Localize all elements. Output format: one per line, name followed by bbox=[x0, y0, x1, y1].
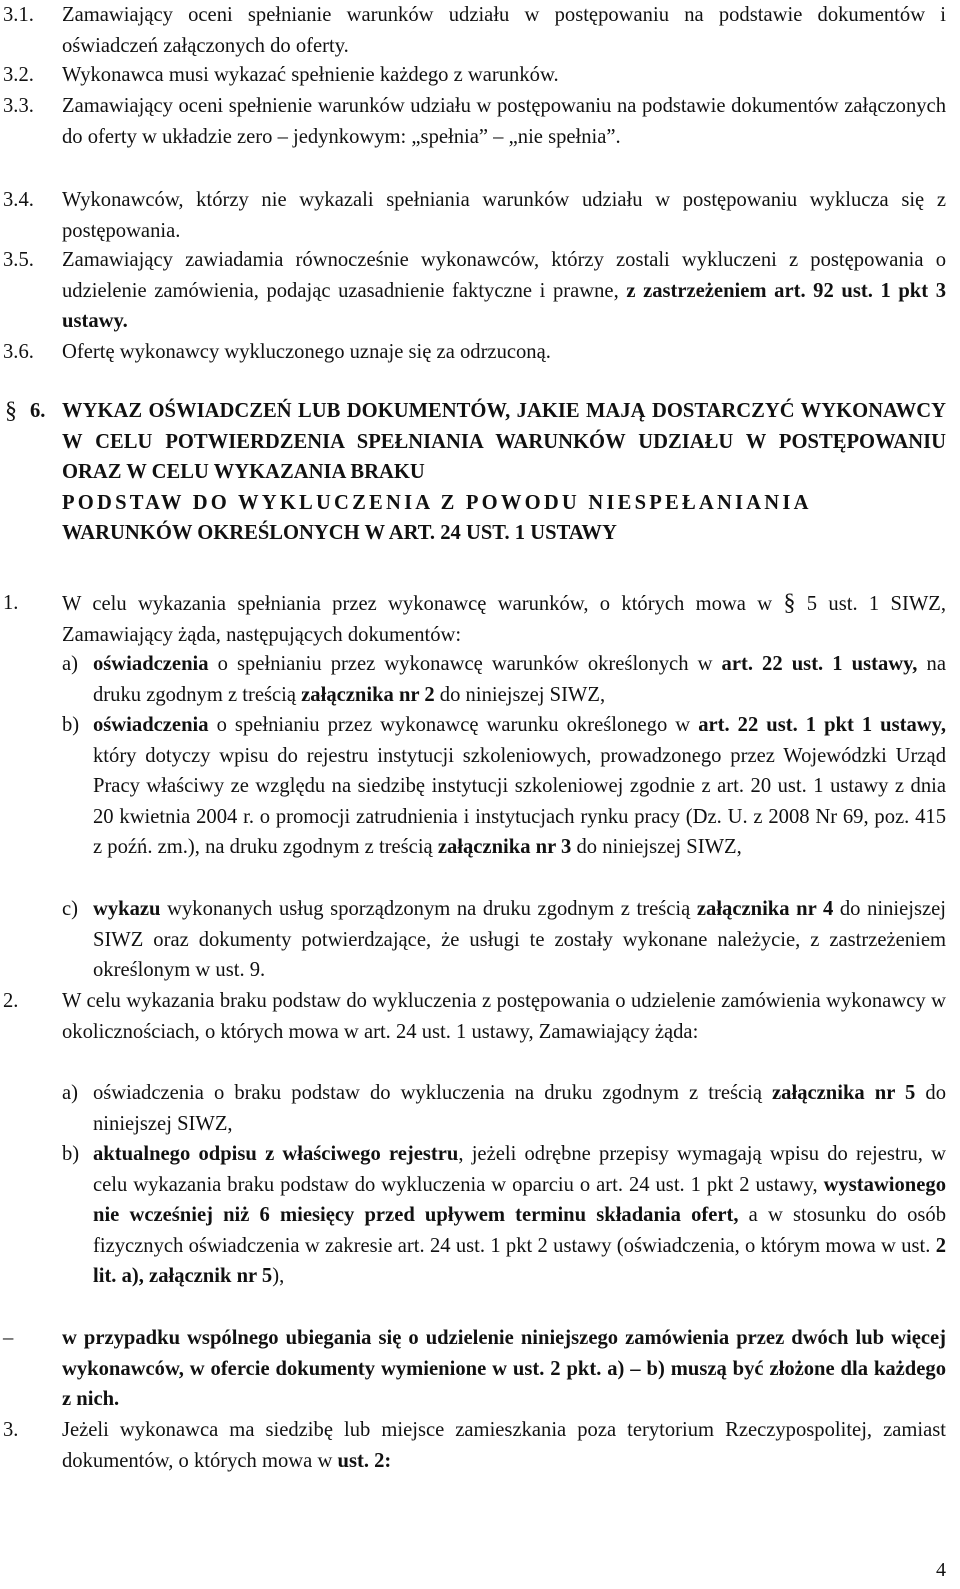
section-sign: § bbox=[5, 398, 17, 424]
list-number: 3. bbox=[3, 1419, 19, 1441]
sub-text: oświadczenia o spełnianiu przez wykonawcę warunków określonych w art. 22 ust. 1 ustawy, na druku zgodnym z treścią załącznika nr 2 do niniejszej SIWZ, bbox=[93, 653, 946, 706]
sub-text: oświadczenia o braku podstaw do wykluczenia na druku zgodnym z treścią załącznika nr 5 do niniejszej SIWZ, bbox=[93, 1082, 946, 1135]
section-number: 6. bbox=[30, 400, 46, 422]
paragraph-text: Wykonawca musi wykazać spełnienie każdego z warunków. bbox=[62, 64, 559, 86]
paragraph-text: Zamawiający oceni spełnianie warunków udziału w postępowaniu na podstawie dokumentów i oświadczeń załączonych do oferty. bbox=[62, 4, 946, 57]
sub-label: c) bbox=[62, 898, 78, 920]
page-number: 4 bbox=[936, 1559, 946, 1581]
section-title: WYKAZ OŚWIADCZEŃ LUB DOKUMENTÓW, JAKIE MAJĄ DOSTARCZYĆ WYKONAWCY W CELU POTWIERDZENIA SPEŁNIANIA WARUNKÓW UDZIAŁU W POSTĘPOWANIU ORAZ W CELU WYKAZANIA BRAKU PODSTAW DO WYKLUCZENIA Z POWODU NIESPEŁANIANIA WARUNKÓW OKREŚLONYCH W ART. 24 UST. 1 USTAWY bbox=[62, 400, 946, 545]
section-sign: § bbox=[783, 590, 796, 616]
sub-label: b) bbox=[62, 714, 80, 736]
sub-text: wykazu wykonanych usług sporządzonym na druku zgodnym z treścią załącznika nr 4 do niniejszej SIWZ oraz dokumenty potwierdzające, że usługi te zostały wykonane należycie, z zastrzeżeniem określonym w ust. 9. bbox=[93, 898, 946, 982]
legal-reference: z zastrzeżeniem art. 92 ust. 1 pkt 3 ustawy. bbox=[62, 279, 946, 333]
paragraph-text: Zamawiający zawiadamia równocześnie wykonawców, którzy zostali wykluczeni z postępowania o udzielenie zamówienia, podając uzasadnienie faktyczne i prawne, z zastrzeżeniem art. 92 ust. 1 pkt 3 ustawy. bbox=[62, 249, 946, 333]
note-text: w przypadku wspólnego ubiegania się o udzielenie niniejszego zamówienia przez dwóch lub więcej wykonawców, w ofercie dokumenty wymienione w ust. 2 pkt. a) – b) muszą być złożone dla każdego z nich. bbox=[62, 1327, 946, 1411]
paragraph-number: 3.3. bbox=[3, 95, 34, 117]
paragraph-number: 3.2. bbox=[3, 64, 34, 86]
sub-label: a) bbox=[62, 1082, 78, 1104]
paragraph-number: 3.5. bbox=[3, 249, 34, 271]
list-text: Jeżeli wykonawca ma siedzibę lub miejsce zamieszkania poza terytorium Rzeczypospolitej, zamiast dokumentów, o których mowa w ust. 2: bbox=[62, 1419, 946, 1472]
paragraph-number: 3.6. bbox=[3, 341, 34, 363]
list-number: 2. bbox=[3, 990, 19, 1012]
sub-label: a) bbox=[62, 653, 78, 675]
paragraph-text: Zamawiający oceni spełnienie warunków udziału w postępowaniu na podstawie dokumentów załączonych do oferty w układzie zero – jedynkowym: „spełnia” – „nie spełnia”. bbox=[62, 95, 946, 148]
list-text: W celu wykazania spełniania przez wykonawcę warunków, o których mowa w § 5 ust. 1 SIWZ, Zamawiający żąda, następujących dokumentów: bbox=[62, 590, 946, 646]
sub-text: aktualnego odpisu z właściwego rejestru, jeżeli odrębne przepisy wymagają wpisu do rejestru, w celu wykazania braku podstaw do wykluczenia w oparciu o art. 24 ust. 1 pkt 2 ustawy, wystawionego nie wcześniej niż 6 miesięcy przed upływem terminu składania ofert, a w stosunku do osób fizycznych oświadczenia w zakresie art. 24 ust. 1 pkt 2 ustawy (oświadczenia, o którym mowa w ust. 2 lit. a), załącznik nr 5), bbox=[93, 1143, 946, 1288]
paragraph-number: 3.4. bbox=[3, 189, 34, 211]
dash-bullet: – bbox=[3, 1327, 14, 1349]
paragraph-text: Ofertę wykonawcy wykluczonego uznaje się za odrzuconą. bbox=[62, 341, 551, 363]
paragraph-text: Wykonawców, którzy nie wykazali spełniania warunków udziału w postępowaniu wyklucza się z postępowania. bbox=[62, 189, 946, 242]
paragraph-number: 3.1. bbox=[3, 4, 34, 26]
sub-text: oświadczenia o spełnianiu przez wykonawcę warunku określonego w art. 22 ust. 1 pkt 1 ustawy, który dotyczy wpisu do rejestru instytucji szkoleniowych, prowadzonego przez Wojewódzki Urząd Pracy właściwy ze względu na siedzibę instytucji szkoleniowej zgodnie z art. 20 ust. 1 ustawy z dnia 20 kwietnia 2004 r. o promocji zatrudnienia i instytucjach rynku pracy (Dz. U. z 2008 Nr 69, poz. 415 z poźń. zm.), na druku zgodnym z treścią załącznika nr 3 do niniejszej SIWZ, bbox=[93, 714, 946, 859]
list-text: W celu wykazania braku podstaw do wykluczenia z postępowania o udzielenie zamówienia wykonawcy w okolicznościach, o których mowa w art. 24 ust. 1 ustawy, Zamawiający żąda: bbox=[62, 990, 946, 1043]
list-number: 1. bbox=[3, 592, 19, 614]
sub-label: b) bbox=[62, 1143, 80, 1165]
